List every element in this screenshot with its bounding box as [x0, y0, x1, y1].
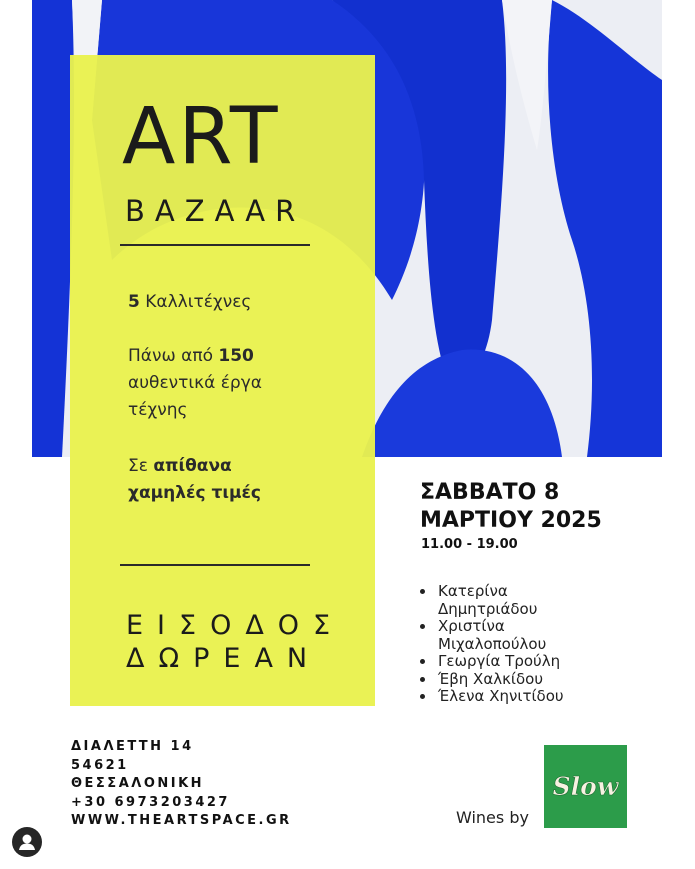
- event-hours: 11.00 - 19.00: [421, 537, 518, 552]
- entry-line-1: ΕΙΣΟΔΟΣ: [126, 610, 345, 641]
- title-bazaar: BAZAAR: [125, 194, 306, 228]
- event-date-line-1: ΣΑΒΒΑΤΟ 8: [420, 480, 560, 505]
- slow-logo-text: Slow: [552, 772, 619, 801]
- account-avatar[interactable]: [12, 827, 42, 857]
- artist-item: • Κατερίνα Δημητριάδου: [436, 583, 568, 618]
- address-postcode: 54621: [71, 757, 129, 773]
- works-count: [128, 343, 262, 424]
- venue-address: [71, 738, 292, 831]
- entry-line-2: ΔΩΡΕΑΝ: [126, 643, 322, 674]
- event-date-line-2: ΜΑΡΤΙΟΥ 2025: [420, 508, 602, 533]
- price-bold-1: απίθανα: [153, 456, 232, 476]
- event-date: [420, 479, 602, 535]
- works-line3: τέχνης: [128, 400, 188, 420]
- artists-count-number: 5: [128, 292, 140, 312]
- price-text: [128, 453, 261, 507]
- artists-count: [128, 289, 251, 316]
- price-bold-2: χαμηλές τιμές: [128, 483, 261, 503]
- sponsor-label: Wines by: [456, 808, 529, 827]
- artist-item: • Χριστίνα Μιχαλοπούλου: [436, 618, 568, 653]
- works-number: 150: [218, 346, 254, 366]
- price-prefix: Σε: [128, 456, 154, 476]
- slow-logo: [544, 745, 627, 828]
- address-website[interactable]: WWW.THEARTSPACE.GR: [71, 813, 292, 828]
- artist-item: • Έβη Χαλκίδου: [436, 671, 608, 689]
- divider-top: [120, 244, 310, 246]
- works-prefix: Πάνω από: [128, 346, 219, 366]
- artist-item: • Έλενα Χηνιτίδου: [436, 688, 608, 706]
- address-street: ΔΙΑΛΕΤΤΗ 14: [71, 739, 194, 754]
- artists-count-label: Καλλιτέχνες: [139, 292, 252, 312]
- slow-logo-icon: [544, 745, 627, 828]
- works-line2: αυθεντικά έργα: [128, 373, 262, 393]
- divider-bottom: [120, 564, 310, 566]
- address-city: ΘΕΣΣΑΛΟΝΙΚΗ: [71, 776, 205, 791]
- title-art: ART: [122, 92, 281, 182]
- artists-list: [420, 583, 608, 706]
- user-icon: [12, 827, 42, 857]
- artist-item: • Γεωργία Τρούλη: [436, 653, 608, 671]
- address-phone: +30 6973203427: [71, 794, 230, 810]
